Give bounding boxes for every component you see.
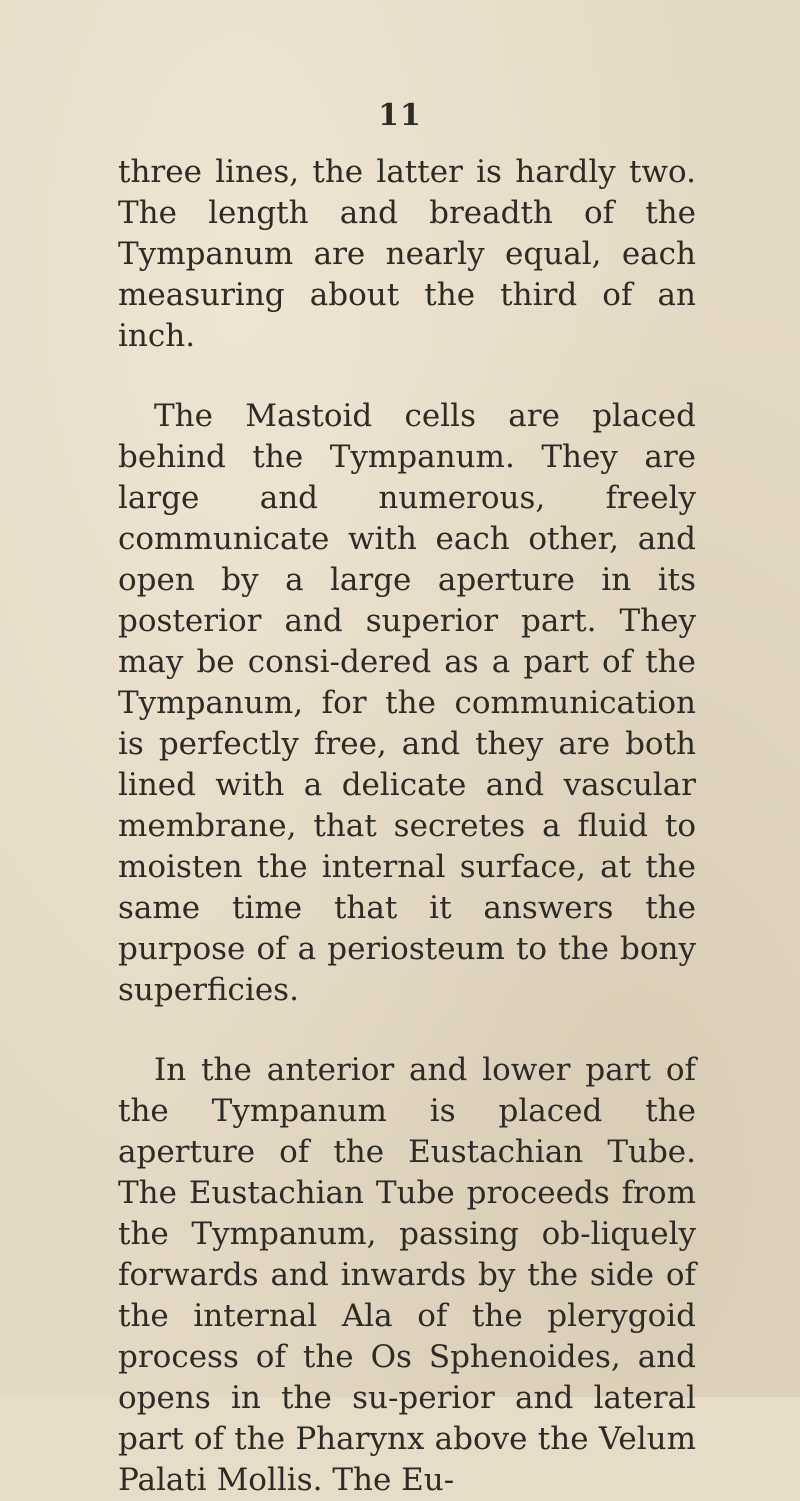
paragraph-eustachian-tube: In the anterior and lower part of the Tympanum is placed the aperture of the Eustachian Tube. The Eustachian Tube proceeds from the Tympanum, passing ob-liquely forwards and inwards by the side of the internal Ala of the plerygoid process of the Os Sphenoides, and opens in the su-perior and lateral part of the Pharynx above the Velum Palati Mollis. The Eu- [118, 1052, 696, 1498]
page-number: 11 [378, 98, 422, 133]
paragraph-tympanum-dimensions: three lines, the latter is hardly two. The length and breadth of the Tympanum are nearly equal, each measuring about the third of an inch. [118, 154, 696, 354]
body-text [118, 152, 696, 1501]
paragraph-mastoid-cells: The Mastoid cells are placed behind the Tympanum. They are large and numerous, freely communicate with each other, and open by a large aperture in its posterior and superior part. They may be consi-dered as a part of the Tympanum, for the communication is perfectly free, and they are both lined with a delicate and vascular membrane, that secretes a fluid to moisten the internal surface, at the same time that it answers the purpose of a periosteum to the bony superficies. [118, 398, 696, 1008]
